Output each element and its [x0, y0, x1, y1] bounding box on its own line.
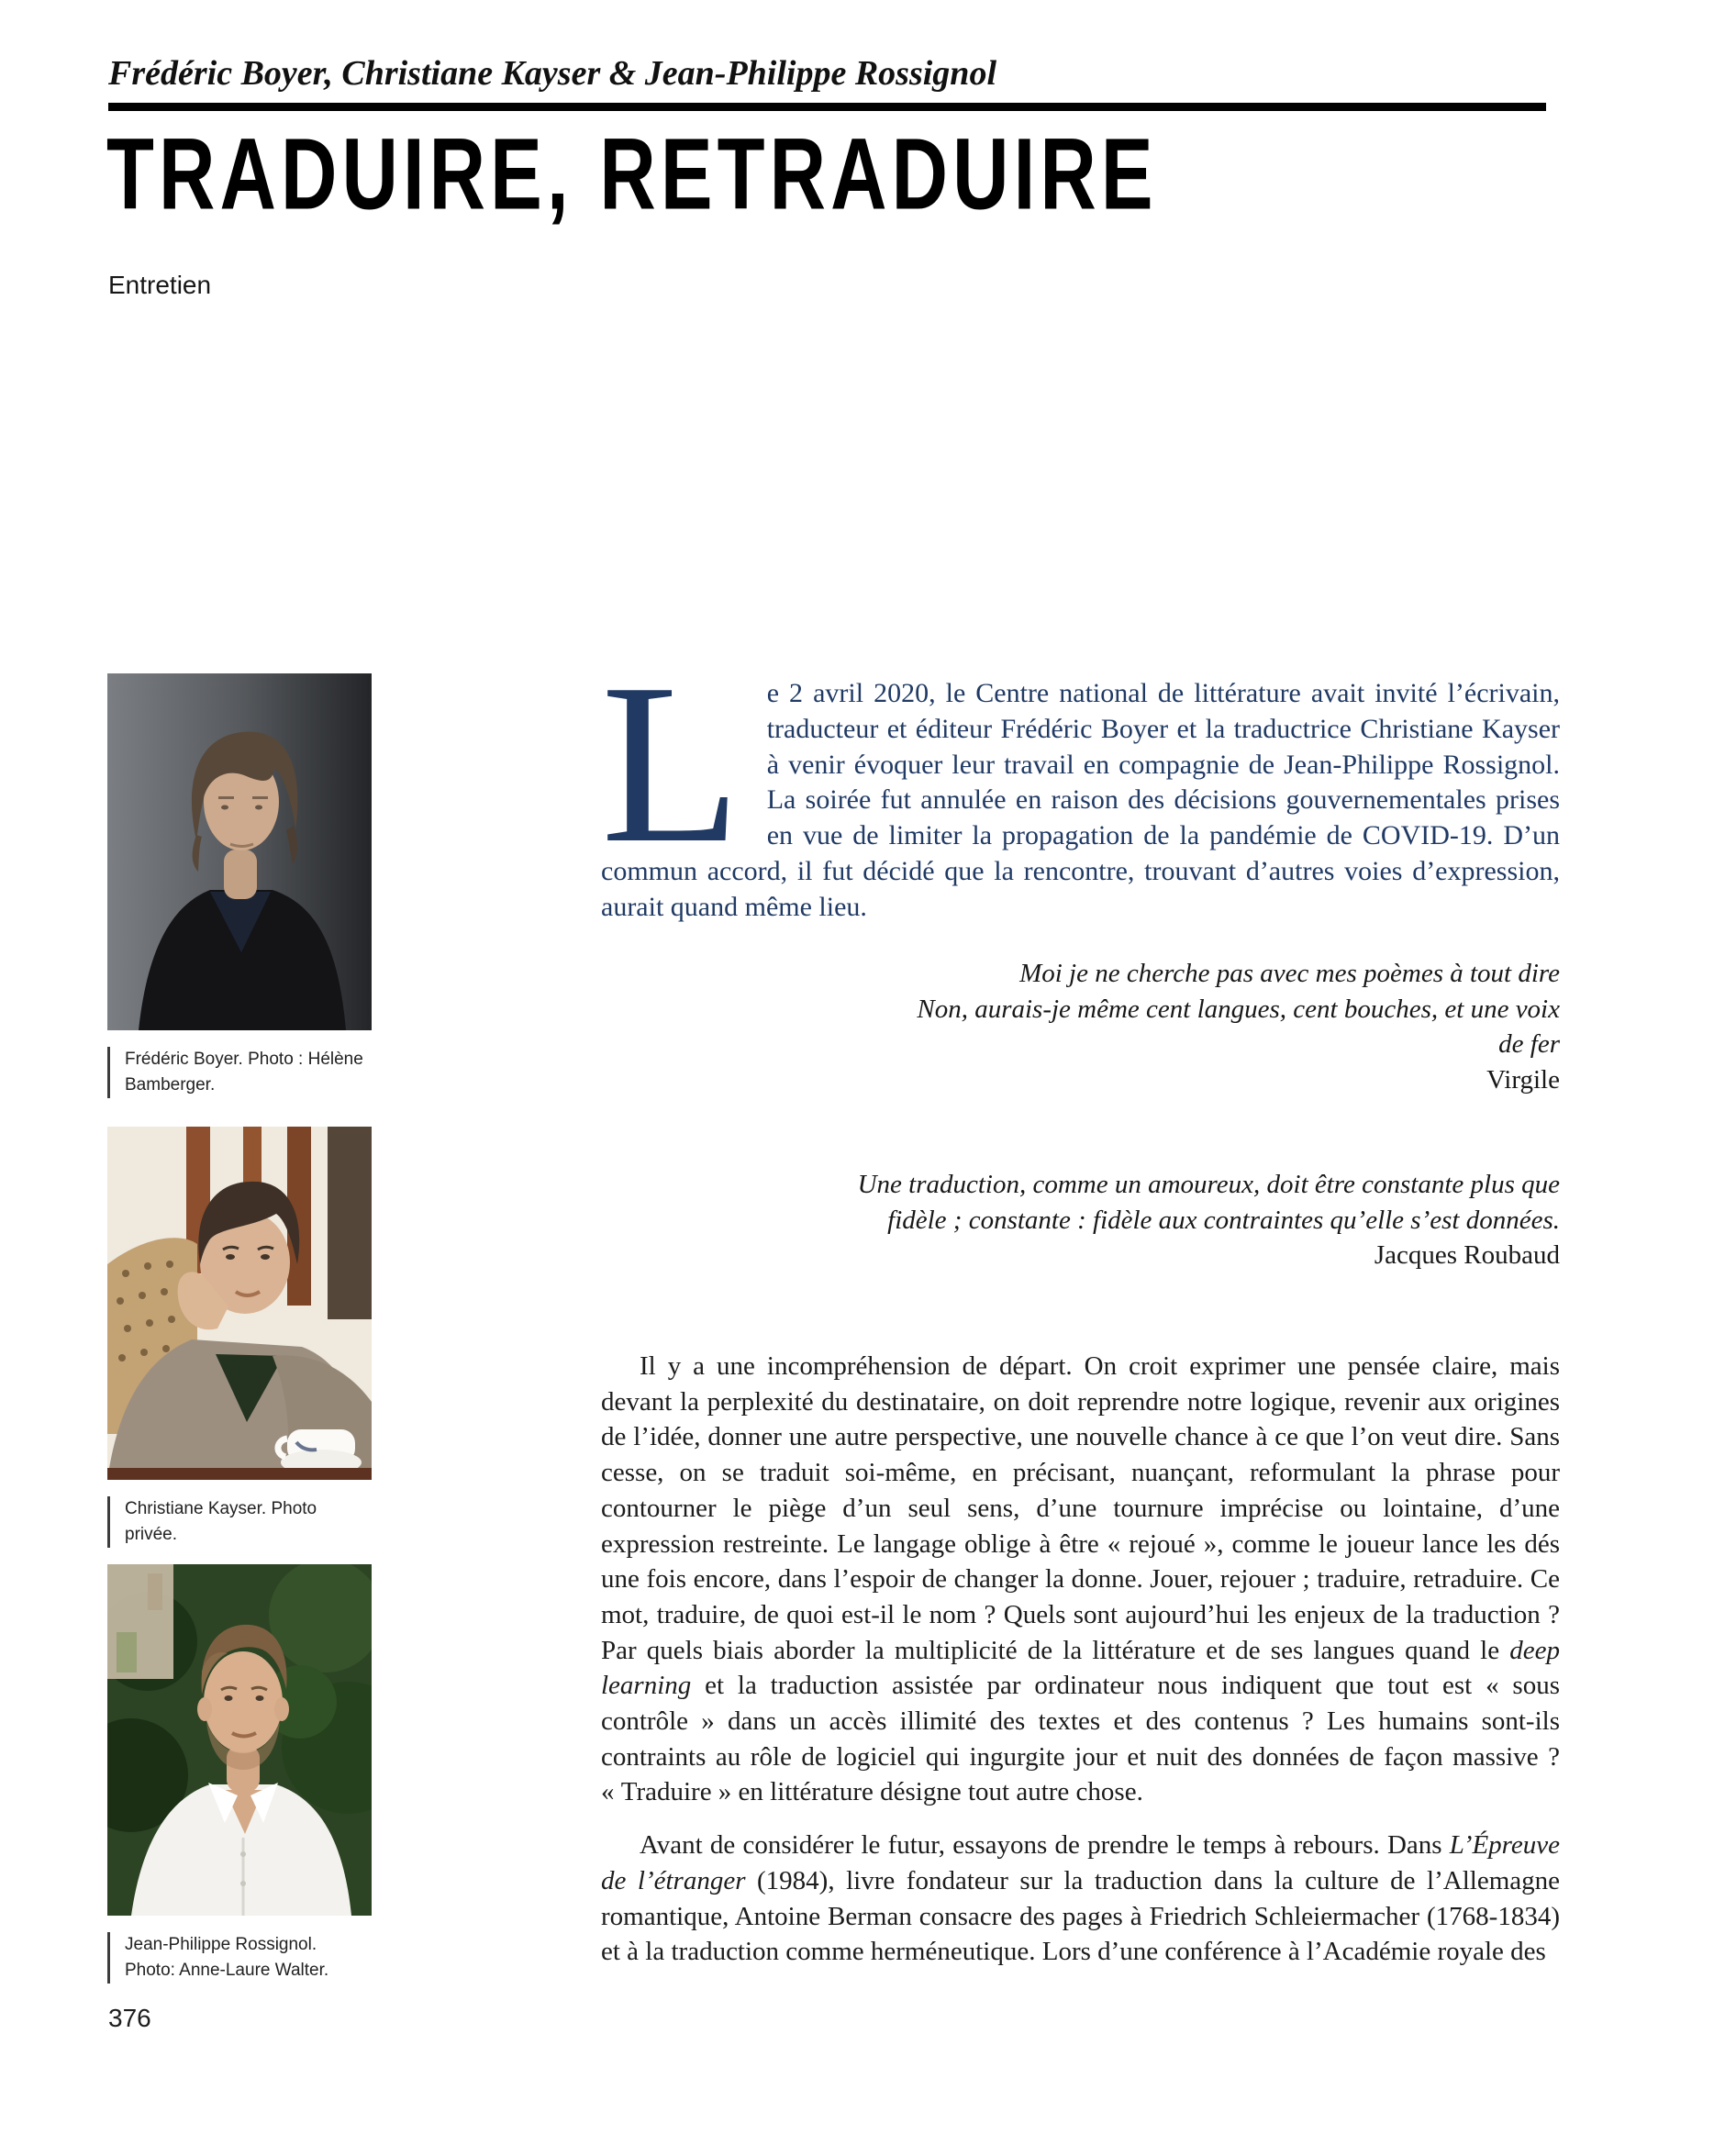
- portrait-man-dark-jacket: [107, 673, 372, 1030]
- photo-christiane-kayser: [107, 1127, 372, 1480]
- figure-jean-philippe-rossignol: [107, 1564, 372, 1984]
- photo-caption: [107, 1496, 372, 1548]
- dropcap-letter: L: [601, 637, 741, 891]
- photo-caption: [107, 1932, 372, 1984]
- intro-text: e 2 avril 2020, le Centre national de littérature avait invité l’écrivain, traducteur et éditeur Frédéric Boyer et la traductrice Christiane Kayser à venir évoquer leur travail en compagnie de Jean-Philippe Rossignol. La soirée fut annulée en raison des décisions gouvernementales prises en vue de limiter la propagation de la pandémie de COVID-19. D’un commun accord, il fut décidé que la rencontre, trouvant d’autres voies d’expression, aurait quand même lieu.: [601, 678, 1560, 922]
- caption-bar: [107, 1496, 110, 1548]
- epigraph-line: de fer: [1498, 1029, 1560, 1060]
- epigraph-virgile: [601, 956, 1560, 1097]
- caption-text: Christiane Kayser. Photo privée.: [125, 1499, 317, 1544]
- epigraph-line: fidèle ; constante : fidèle aux contraintes qu’elle s’est données.: [887, 1205, 1560, 1235]
- body-paragraph: Il y a une incompréhension de départ. On croit exprimer une pensée claire, mais devant la perplexité du destinataire, on doit reprendre notre logique, revenir aux origines de l’idée, donner une autre perspective, une nouvelle chance à ce que l’on veut dire. Sans cesse, on se traduit soi-même, en précisant, nuançant, reformulant la phrase pour contourner le piège d’un seul sens, d’une tournure imprécise ou lointaine, d’une expression restreinte. Le langage oblige à être « rejoué », comme le joueur lance les dés une fois encore, dans l’espoir de changer la donne. Jouer, rejouer ; traduire, retraduire. Ce mot, traduire, de quoi est-il le nom ? Quels sont aujourd’hui les enjeux de la traduction ? Par quels biais aborder la multiplicité de la littérature et de ses langues quand le deep learning et la traduction assistée par ordinateur nous indiquent que tout est « sous contrôle » dans un accès illimité des textes et des contenus ? Les humains sont-ils contraints au rôle de logiciel qui ingurgite jour et nuit des données de façon massive ? « Traduire » en littérature désigne tout autre chose.: [601, 1351, 1560, 1807]
- genre-label: Entretien: [108, 271, 212, 299]
- epigraph-line: Une traduction, comme un amoureux, doit être constante plus que: [857, 1170, 1560, 1199]
- body-paragraph: Avant de considérer le futur, essayons de prendre le temps à rebours. Dans L’Épreuve de l’étranger (1984), livre fondateur sur la traduction dans la culture de l’Allemagne romantique, Antoine Berman consacre des pages à Friedrich Schleiermacher (1768-1834) et à la traduction comme herméneutique. Lors d’une conférence à l’Académie royale des: [601, 1830, 1560, 1967]
- page-number: 376: [108, 2004, 151, 2032]
- figure-frederic-boyer: [107, 673, 372, 1098]
- portrait-man-white-shirt: [107, 1564, 372, 1916]
- epigraph-attribution: Virgile: [1486, 1064, 1560, 1095]
- portrait-woman-hand-on-cheek: [107, 1127, 372, 1480]
- caption-bar: [107, 1047, 110, 1098]
- authors-line: Frédéric Boyer, Christiane Kayser & Jean-Philippe Rossignol: [108, 54, 996, 93]
- figure-christiane-kayser: [107, 1127, 372, 1548]
- epigraph-attribution: Jacques Roubaud: [1374, 1240, 1560, 1271]
- header-rule: [108, 103, 1546, 111]
- intro-paragraph: [601, 637, 1560, 926]
- page-title: TRADUIRE, RETRADUIRE: [106, 117, 1158, 231]
- epigraph-roubaud: [601, 1167, 1560, 1273]
- epigraph-line: Moi je ne cherche pas avec mes poèmes à tout dire: [1019, 959, 1560, 988]
- caption-text: Frédéric Boyer. Photo : Hélène Bamberger.: [125, 1050, 363, 1095]
- photo-caption: [107, 1047, 372, 1098]
- epigraph-line: Non, aurais-je même cent langues, cent bouches, et une voix: [917, 994, 1560, 1024]
- caption-text: Jean-Philippe Rossignol. Photo: Anne-Laure Walter.: [125, 1935, 329, 1980]
- photo-jean-philippe-rossignol: [107, 1564, 372, 1916]
- photo-frederic-boyer: [107, 673, 372, 1030]
- body-text: [601, 1349, 1560, 1970]
- caption-bar: [107, 1932, 110, 1984]
